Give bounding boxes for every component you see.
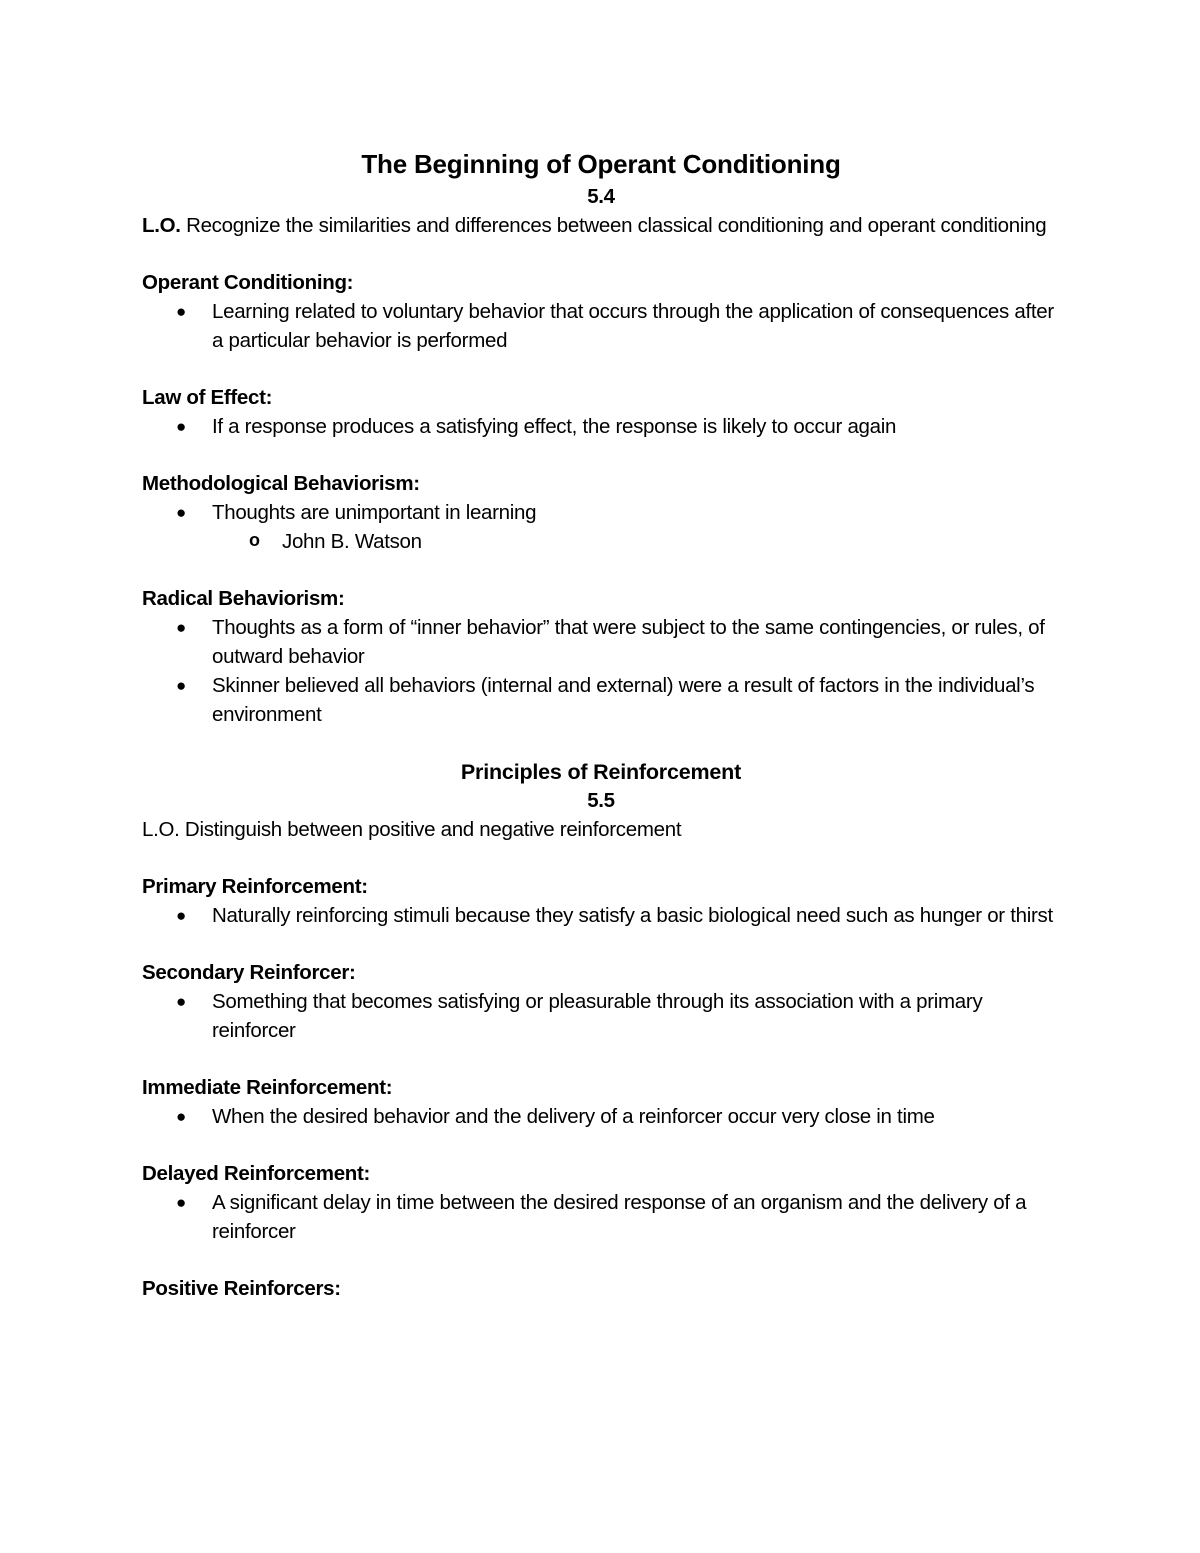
bullet-icon: ● bbox=[176, 1193, 186, 1212]
bullet-list bbox=[142, 412, 1060, 441]
term-block-law-of-effect bbox=[142, 383, 1060, 441]
learning-objective bbox=[142, 211, 1060, 240]
document-content bbox=[142, 145, 1060, 1303]
sub-bullet-item bbox=[212, 527, 1060, 556]
term-block-operant-conditioning bbox=[142, 268, 1060, 355]
bullet-text: Naturally reinforcing stimuli because they satisfy a basic biological need such as hunger or thirst bbox=[212, 904, 1053, 927]
bullet-item bbox=[142, 498, 1060, 556]
sub-bullet-text: John B. Watson bbox=[282, 530, 422, 553]
term-heading: Primary Reinforcement: bbox=[142, 875, 368, 898]
bullet-icon: ● bbox=[176, 906, 186, 925]
bullet-text: Skinner believed all behaviors (internal and external) were a result of factors in the individual’s environment bbox=[212, 674, 1035, 726]
term-heading: Immediate Reinforcement: bbox=[142, 1076, 393, 1099]
term-block-radical-behaviorism bbox=[142, 584, 1060, 729]
learning-objective-label: L.O. bbox=[142, 214, 181, 237]
bullet-item bbox=[142, 901, 1060, 930]
bullet-text: If a response produces a satisfying effect, the response is likely to occur again bbox=[212, 415, 897, 438]
bullet-icon: ● bbox=[176, 417, 186, 436]
learning-objective: L.O. Distinguish between positive and negative reinforcement bbox=[142, 818, 682, 841]
bullet-text: A significant delay in time between the desired response of an organism and the delivery of a reinforcer bbox=[212, 1191, 1027, 1243]
bullet-item bbox=[142, 1102, 1060, 1131]
term-block-positive-reinforcers bbox=[142, 1274, 1060, 1303]
term-heading: Methodological Behaviorism: bbox=[142, 472, 420, 495]
term-heading: Secondary Reinforcer: bbox=[142, 961, 356, 984]
bullet-item bbox=[142, 613, 1060, 671]
bullet-icon: ● bbox=[176, 302, 186, 321]
bullet-item bbox=[142, 671, 1060, 729]
term-heading: Operant Conditioning: bbox=[142, 271, 354, 294]
bullet-item bbox=[142, 412, 1060, 441]
bullet-text: Thoughts are unimportant in learning bbox=[212, 501, 537, 524]
section-number: 5.5 bbox=[587, 789, 615, 812]
term-block-secondary-reinforcer bbox=[142, 958, 1060, 1045]
bullet-icon: ● bbox=[176, 1107, 186, 1126]
bullet-text: Something that becomes satisfying or pleasurable through its association with a primary reinforcer bbox=[212, 990, 983, 1042]
section-number: 5.4 bbox=[587, 185, 615, 208]
term-block-primary-reinforcement bbox=[142, 872, 1060, 930]
bullet-item bbox=[142, 987, 1060, 1045]
term-heading: Law of Effect: bbox=[142, 386, 273, 409]
bullet-list bbox=[142, 1188, 1060, 1246]
bullet-list bbox=[142, 1102, 1060, 1131]
bullet-icon: ● bbox=[176, 992, 186, 1011]
bullet-item bbox=[142, 297, 1060, 355]
term-block-methodological-behaviorism bbox=[142, 469, 1060, 556]
page-title: The Beginning of Operant Conditioning bbox=[361, 149, 841, 179]
bullet-icon: ● bbox=[176, 503, 186, 522]
term-heading: Positive Reinforcers: bbox=[142, 1277, 341, 1300]
bullet-list bbox=[142, 297, 1060, 355]
term-block-immediate-reinforcement bbox=[142, 1073, 1060, 1131]
learning-objective-text: Recognize the similarities and differences between classical conditioning and operant conditioning bbox=[180, 214, 1047, 237]
hollow-bullet-icon: o bbox=[249, 530, 260, 550]
term-heading: Delayed Reinforcement: bbox=[142, 1162, 371, 1185]
term-block-delayed-reinforcement bbox=[142, 1159, 1060, 1246]
bullet-list bbox=[142, 901, 1060, 930]
bullet-text: When the desired behavior and the delivery of a reinforcer occur very close in time bbox=[212, 1105, 935, 1128]
sub-bullet-list bbox=[212, 527, 1060, 556]
bullet-item bbox=[142, 1188, 1060, 1246]
bullet-list bbox=[142, 613, 1060, 729]
term-heading: Radical Behaviorism: bbox=[142, 587, 345, 610]
bullet-list bbox=[142, 498, 1060, 556]
bullet-icon: ● bbox=[176, 618, 186, 637]
bullet-icon: ● bbox=[176, 676, 186, 695]
bullet-text: Learning related to voluntary behavior that occurs through the application of consequences after a particular behavior is performed bbox=[212, 300, 1054, 352]
bullet-list bbox=[142, 987, 1060, 1045]
section-title: Principles of Reinforcement bbox=[460, 760, 742, 784]
bullet-text: Thoughts as a form of “inner behavior” that were subject to the same contingencies, or rules, of outward behavior bbox=[212, 616, 1045, 668]
